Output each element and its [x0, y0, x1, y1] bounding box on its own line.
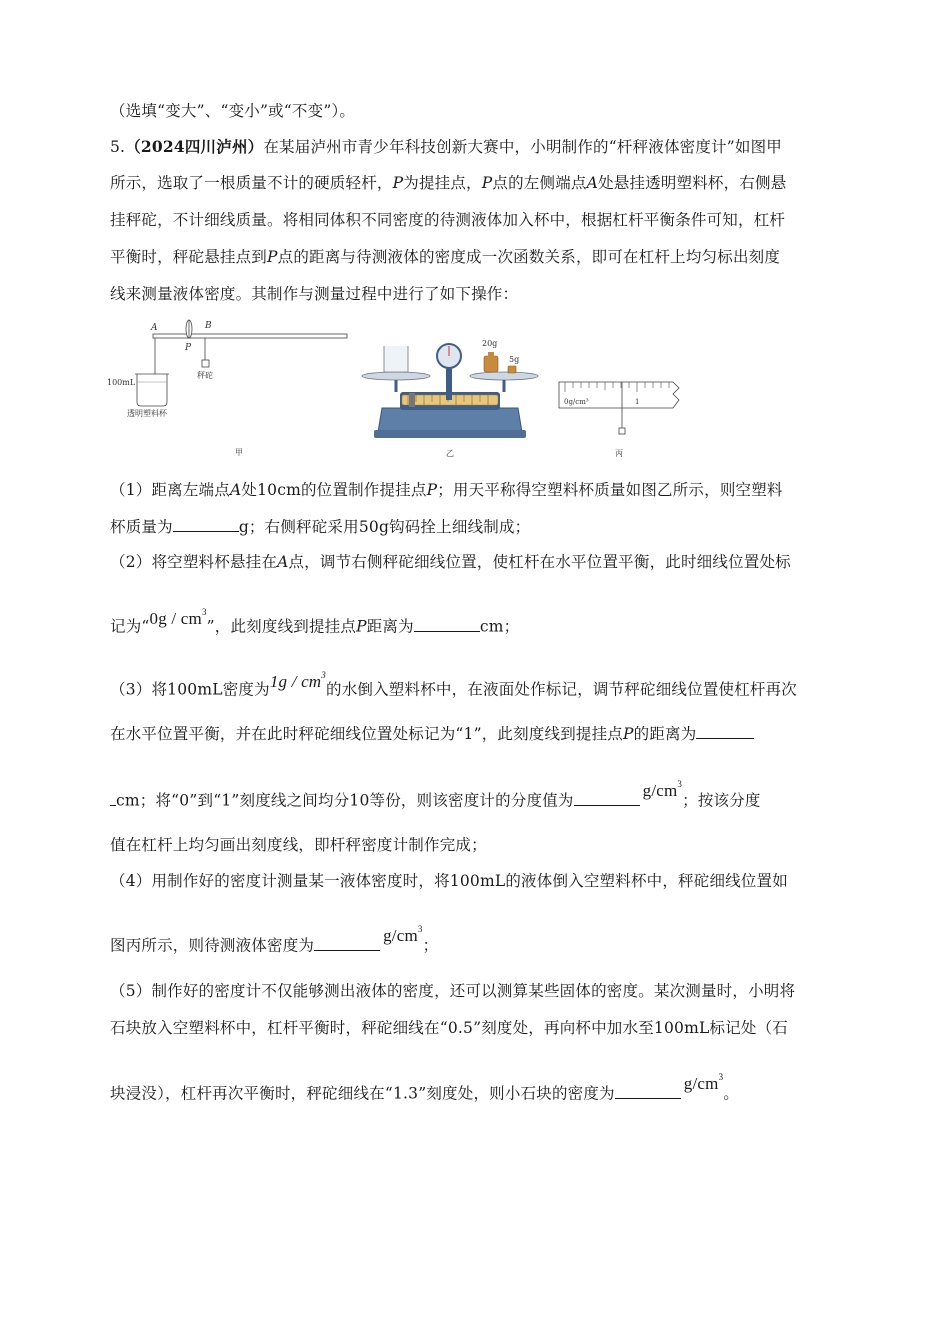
- answer-blank[interactable]: [414, 617, 480, 632]
- text-line: （选填“变大”、“变小”或“不变”）。: [110, 102, 356, 120]
- question-source: （2024四川泸州）: [125, 137, 264, 156]
- step-4-line-2: 图丙所示，则待测液体密度为$g/cm^3$；: [110, 924, 439, 955]
- unit-gcm3: $g/cm^3$: [642, 779, 683, 800]
- figure-bing: [555, 378, 690, 462]
- answer-blank[interactable]: [615, 1084, 681, 1099]
- step-3-line-4: 值在杠杆上均匀画出刻度线，即杆秤密度计制作完成；: [110, 836, 487, 854]
- text-line: 所示，选取了一根质量不计的硬质轻杆，P为提挂点，P点的左侧端点A处悬挂透明塑料杯，右侧悬: [110, 174, 787, 192]
- step-2-line: （2）将空塑料杯悬挂在A点，调节右侧秤砣细线位置，使杠杆在水平位置平衡，此时细线位置处标: [110, 553, 791, 571]
- step-4-line: （4）用制作好的密度计测量某一液体密度时，将100mL的液体倒入空塑料杯中，秤砣细线位置如: [110, 872, 788, 890]
- text-line: 平衡时，秤砣悬挂点到P点的距离与待测液体的密度成一次函数关系，即可在杠杆上均匀标出刻度: [110, 248, 781, 266]
- step-2-line-2: 记为“$0g / cm^3$”，此刻度线到提挂点P距离为 cm；: [110, 607, 520, 636]
- figure-jia: [105, 312, 355, 462]
- label-20g: 20g: [482, 339, 498, 348]
- label-zero: 0g/cm³: [564, 398, 589, 406]
- label-A: A: [151, 323, 158, 333]
- caption-bing: 丙: [615, 449, 623, 458]
- unit-gcm3: $g/cm^3$: [683, 1072, 724, 1093]
- label-one: 1: [635, 398, 640, 406]
- step-5-line-3: 块浸没），杠杆再次平衡时，秤砣细线在“1.3”刻度处，则小石块的密度为$g/cm^3$。: [110, 1072, 739, 1103]
- answer-blank[interactable]: [173, 517, 239, 532]
- caption-yi: 乙: [446, 449, 454, 458]
- answer-blank[interactable]: [314, 936, 380, 951]
- unit-zero-mark: $0g / cm^3$: [149, 607, 207, 628]
- step-3-line: （3）将100mL密度为$1g / cm^3$的水倒入塑料杯中，在液面处作标记，调节秤砣细线位置使杠杆再次: [110, 670, 798, 699]
- label-cup: 透明塑料杯: [127, 409, 167, 418]
- answer-blank[interactable]: [696, 724, 754, 739]
- unit-water-density: $1g / cm^3$: [269, 670, 326, 691]
- caption-jia: 甲: [235, 448, 243, 457]
- label-B: B: [205, 321, 212, 331]
- question-5-line: 5.（2024四川泸州）在某届泸州市青少年科技创新大赛中，小明制作的“杆秤液体密度计”如图甲: [110, 137, 782, 156]
- text-line: 线来测量液体密度。其制作与测量过程中进行了如下操作：: [110, 285, 519, 303]
- step-1-line: （1）距离左端点A处10cm的位置制作提挂点P；用天平称得空塑料杯质量如图乙所示，则空塑料: [110, 481, 783, 499]
- label-P: P: [185, 343, 192, 353]
- unit-gcm3: $g/cm^3$: [383, 924, 423, 945]
- label-weight: 秤砣: [197, 371, 213, 380]
- step-5-line-2: 石块放入空塑料杯中，杠杆平衡时，秤砣细线在“0.5”刻度处，再向杯中加水至100mL标记处（石: [110, 1019, 788, 1037]
- step-3-line-3: cm；将“0”到“1”刻度线之间均分10等份，则该密度计的分度值为$g/cm^3$；按该分度: [110, 786, 761, 811]
- step-1-line-2: 杯质量为 g；右侧秤砣采用50g钩码拴上细线制成；: [110, 518, 531, 536]
- figure-yi: [360, 332, 545, 462]
- label-beaker-volume: 100mL: [107, 378, 136, 387]
- answer-blank[interactable]: [574, 791, 640, 806]
- step-5-line: （5）制作好的密度计不仅能够测出液体的密度，还可以测算某些固体的密度。某次测量时，小明将: [110, 982, 796, 1000]
- step-3-line-2: 在水平位置平衡，并在此时秤砣细线位置处标记为“1”，此刻度线到提挂点P的距离为: [110, 724, 754, 744]
- text-line: 挂秤砣，不计细线质量。将相同体积不同密度的待测液体加入杯中，根据杠杆平衡条件可知，杠杆: [110, 211, 786, 229]
- label-5g: 5g: [509, 355, 520, 364]
